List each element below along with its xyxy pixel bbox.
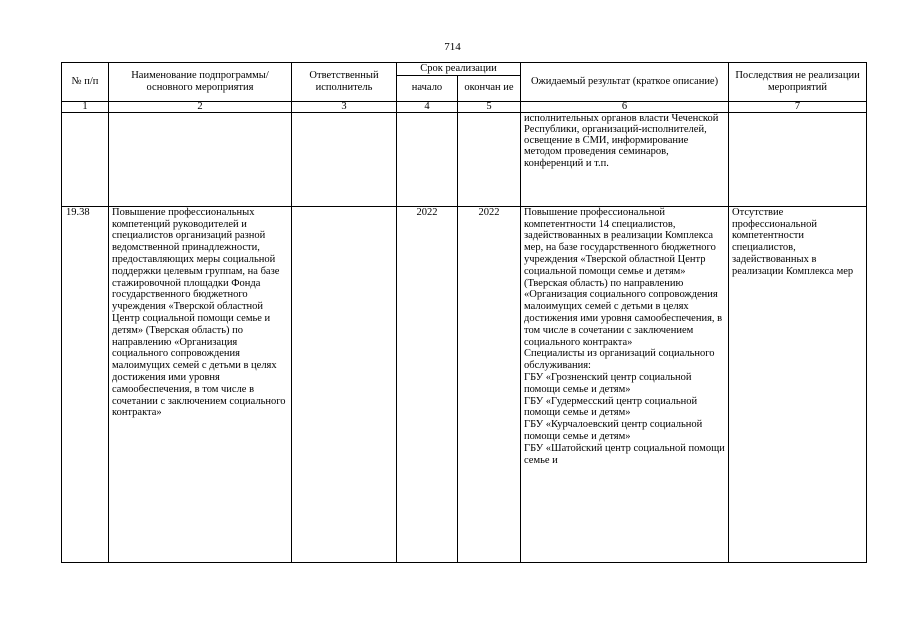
column-number: 1 — [62, 101, 109, 112]
table-row-continuation — [62, 112, 867, 206]
row-num — [62, 112, 109, 206]
header-result: Ожидаемый результат (краткое описание) — [521, 63, 729, 102]
row-end — [458, 112, 521, 206]
row-num: 19.38 — [62, 206, 109, 562]
table-row-19-38 — [62, 206, 867, 562]
column-number: 6 — [521, 101, 729, 112]
header-start: начало — [397, 75, 458, 101]
row-responsible — [292, 206, 397, 562]
row-consequences — [729, 112, 867, 206]
header-consequences: Последствия не реализации мероприятий — [729, 63, 867, 102]
column-numbers-row — [62, 101, 867, 112]
column-number: 7 — [729, 101, 867, 112]
header-responsible: Ответственный исполнитель — [292, 63, 397, 102]
row-result: Повышение профессиональной компетентности 14 специалистов, задействованных в реализации Комплекса мер, на базе государственного бюджетного учреждения «Тверской областной Центр социальной помощи семье и детям» (Тверская область) по направлению «Организация социального сопровождения малоимущих семей с детьми в целях достижения ими уровня самообеспечения, в том числе в сочетании с заключением социального контракта» Специалисты из организаций социального обслуживания: ГБУ «Грозненский центр социальной помощи семье и детям» ГБУ «Гудермесский центр социальной помощи семье и детям» ГБУ «Курчалоевский центр социальной помощи семье и детям» ГБУ «Шатойский центр социальной помощи семье и — [521, 206, 729, 562]
row-consequences: Отсутствие профессиональной компетентности специалистов, задействованных в реализации Комплекса мер — [729, 206, 867, 562]
column-number: 5 — [458, 101, 521, 112]
column-number: 3 — [292, 101, 397, 112]
row-start: 2022 — [397, 206, 458, 562]
header-period: Срок реализации — [397, 63, 521, 76]
row-start — [397, 112, 458, 206]
header-end: окончан ие — [458, 75, 521, 101]
column-number: 2 — [109, 101, 292, 112]
header-num: № п/п — [62, 63, 109, 102]
header-row-top — [62, 63, 867, 76]
activities-table — [61, 62, 867, 563]
row-name — [109, 112, 292, 206]
page-number: 714 — [444, 41, 461, 53]
row-end: 2022 — [458, 206, 521, 562]
row-responsible — [292, 112, 397, 206]
column-number: 4 — [397, 101, 458, 112]
header-name: Наименование подпрограммы/ основного мероприятия — [109, 63, 292, 102]
row-name: Повышение профессиональных компетенций руководителей и специалистов организаций разной ведомственной принадлежности, предоставляющих меры социальной поддержки целевым группам, на базе стажировочной площадки Фонда государственного бюджетного учреждения «Тверской областной Центр социальной помощи семье и детям» (Тверская область) по направлению «Организация социального сопровождения малоимущих семей с детьми в целях достижения ими уровня самообеспечения, в том числе в сочетании с заключением социального контракта» — [109, 206, 292, 562]
row-result: исполнительных органов власти Чеченской Республики, организаций-исполнителей, освещение в СМИ, информирование методом проведения семинаров, конференций и т.п. — [521, 112, 729, 206]
